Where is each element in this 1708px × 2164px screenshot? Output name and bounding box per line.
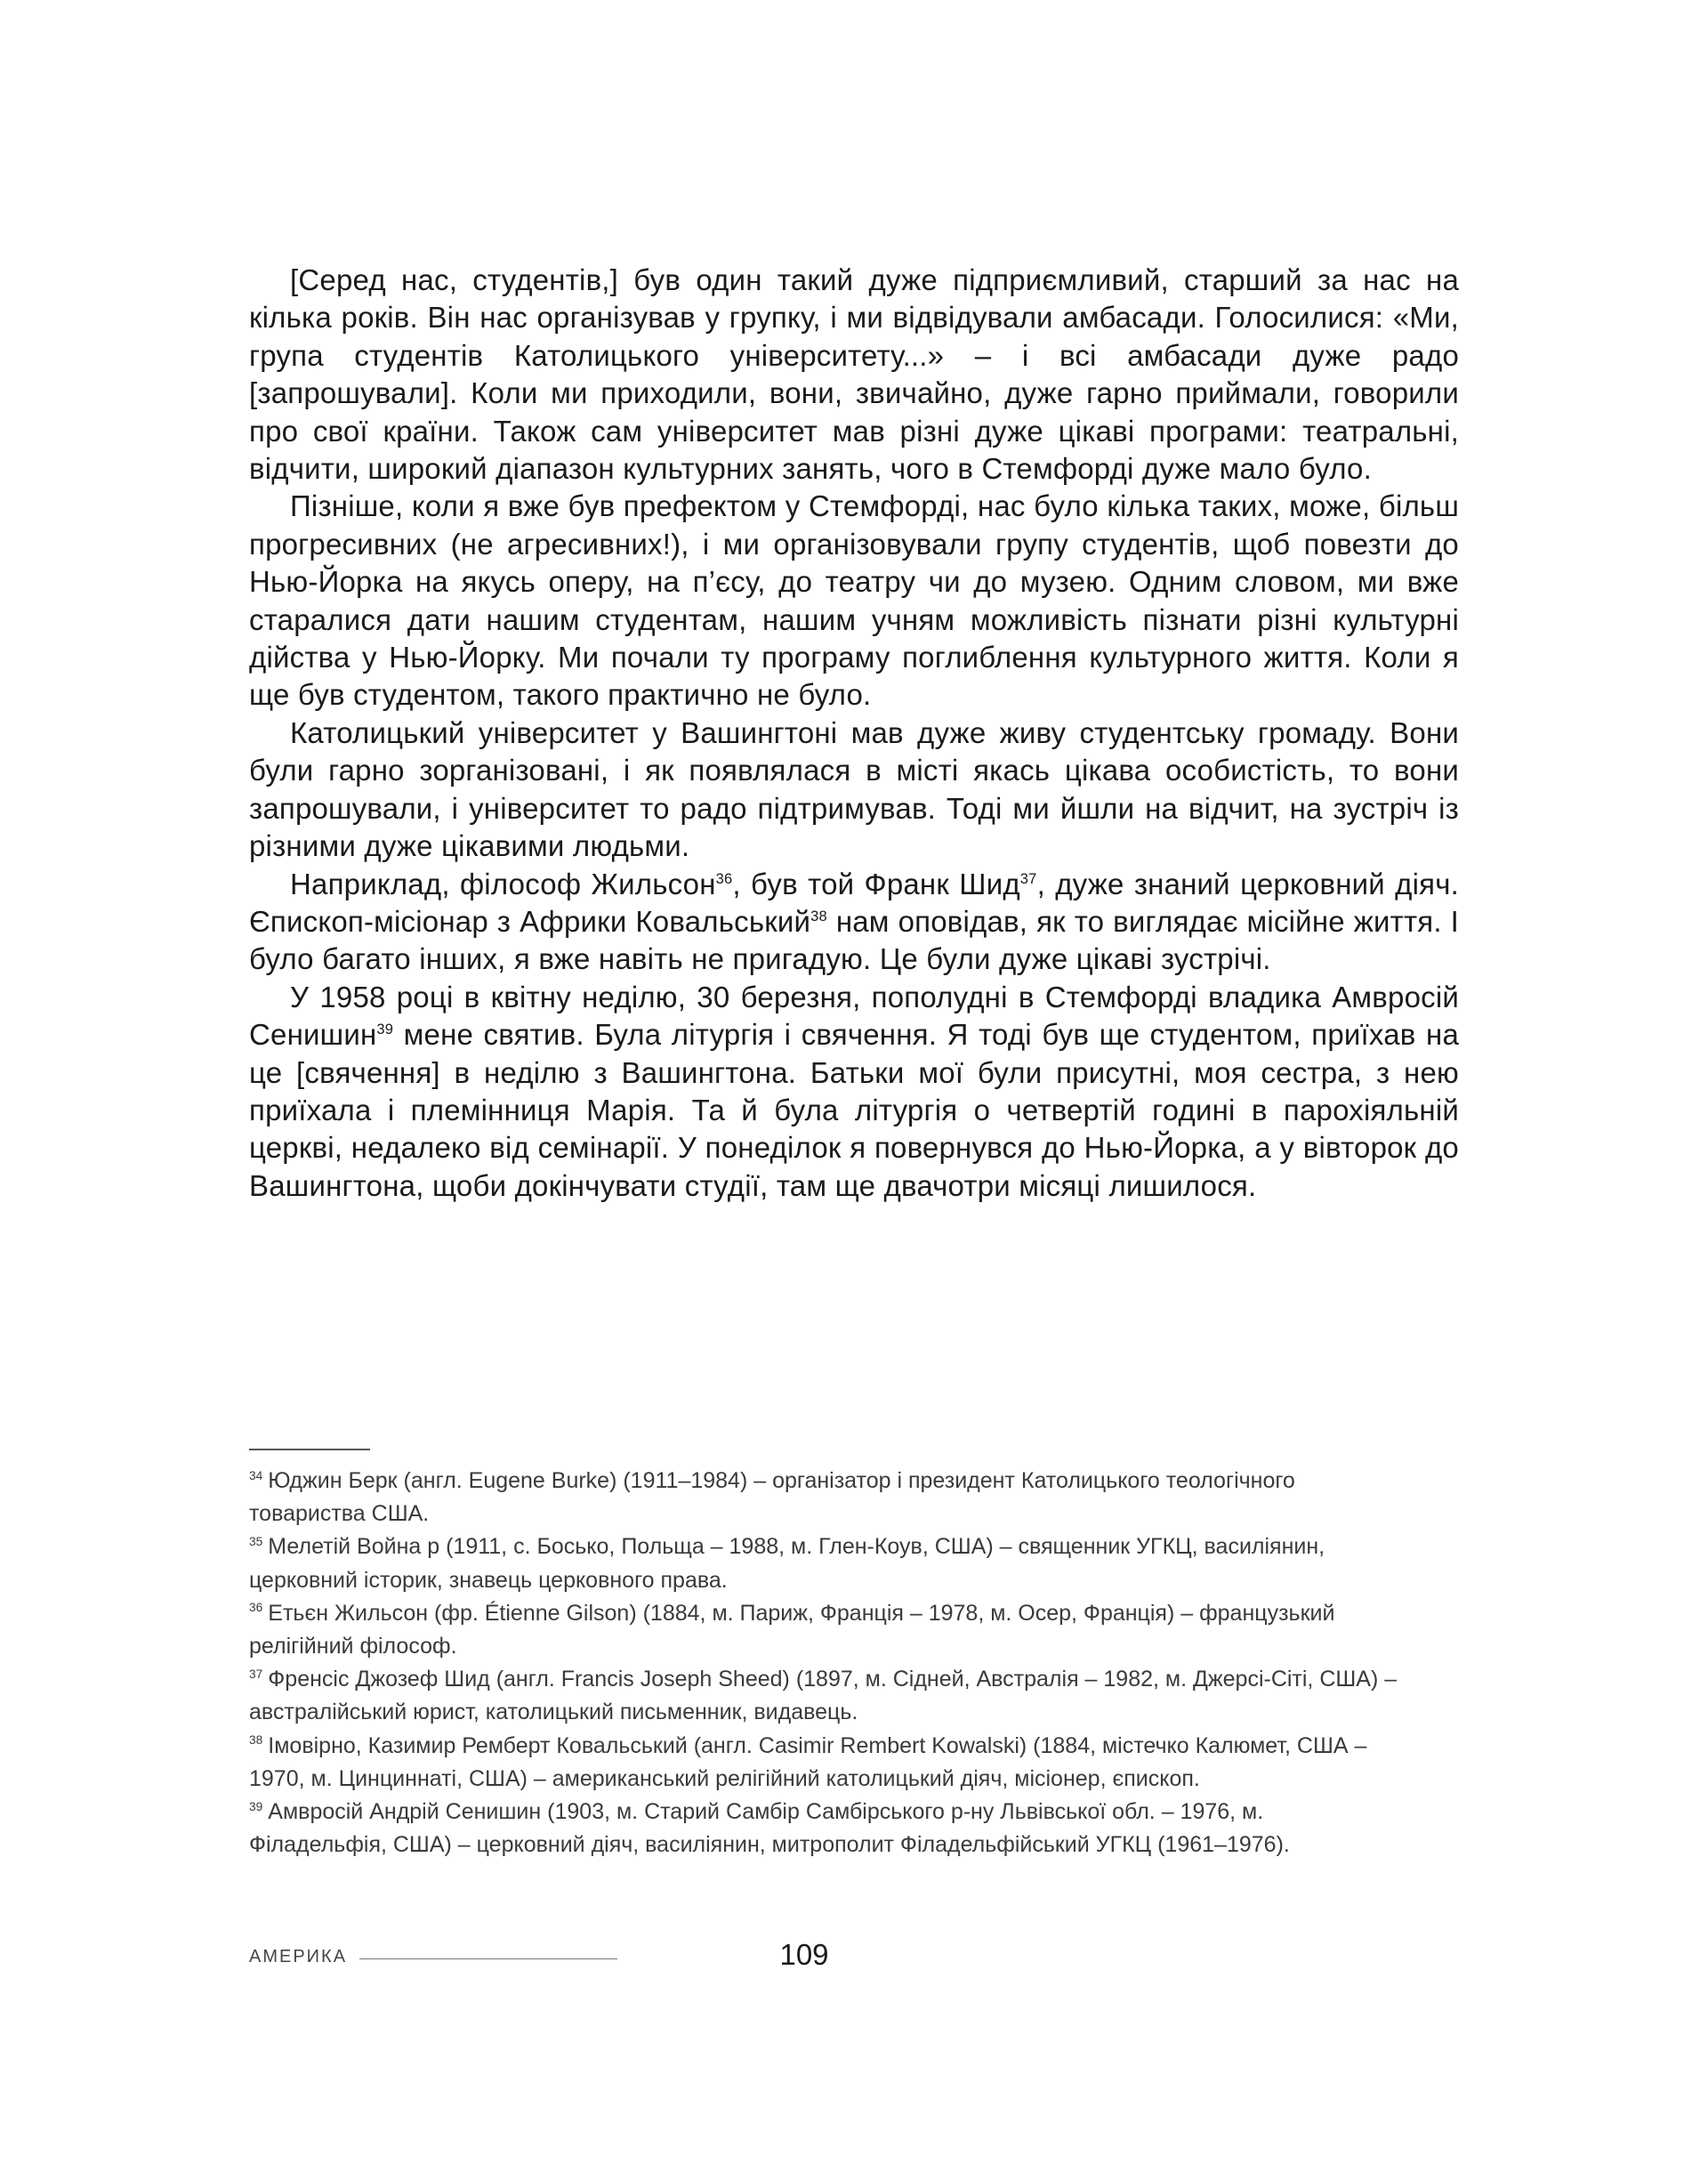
text-segment: , був той Франк Шид xyxy=(732,867,1020,900)
text-segment: нам оповідав, як то виглядає місійне життя. І було багато інших, я вже навіть не пригадую. Це були дуже цікаві зустрічі. xyxy=(249,904,1459,976)
footnotes xyxy=(249,1465,1406,1861)
footnote xyxy=(249,1530,1406,1596)
footnote-ref: 36 xyxy=(715,870,733,887)
text-segment: мене святив. Була літургія і свячення. Я тоді був ще студентом, приїхав на це [свячення] в неділю з Вашингтона. Батьки мої були присутні, моя сестра, з нею приїхала і племінниця Марія. Та й була літургія о четвертій годині в парохіяльній церкві, недалеко від семінарії. У понеділок я повернувся до Нью-Йорка, а у вівторок до Вашингтона, щоби докінчувати студії, там ще двачотри місяці лишилося. xyxy=(249,1018,1459,1202)
text-segment: Наприклад, філософ Жильсон xyxy=(290,867,716,900)
footnote-text: Амвросій Андрій Сенишин (1903, м. Старий Самбір Самбірського р-ну Львівської обл. – 1976, м. Філадельфія, США) – церковний діяч, василіянин, митрополит Філадельфійський УГКЦ (1961–1976). xyxy=(249,1799,1290,1858)
footnote-ref: 37 xyxy=(1019,870,1037,887)
footnote-text: Мелетій Война р (1911, с. Босько, Польща – 1988, м. Глен-Коув, США) – священник УГКЦ, василіянин, церковний історик, знавець церковного права. xyxy=(249,1534,1325,1593)
footnote-number: 39 xyxy=(249,1799,263,1813)
page-number: 109 xyxy=(779,1938,829,1971)
footnote-text: Імовірно, Казимир Ремберт Ковальський (англ. Casimir Rembert Kowalski) (1884, містечко Калюмет, США – 1970, м. Цинциннаті, США) – американський релігійний католицький діяч, місіонер, єпископ. xyxy=(249,1732,1367,1791)
footnote-text: Юджин Берк (англ. Eugene Burke) (1911–1984) – організатор і президент Католицького теологічного товариства США. xyxy=(249,1468,1295,1527)
footnote-number: 38 xyxy=(249,1733,263,1748)
text-segment: У 1958 році в квітну неділю, 30 березня, пополудні в Стемфорді владика Амвросій Сенишин xyxy=(249,980,1459,1052)
footnote-ref: 39 xyxy=(376,1021,394,1038)
footnote xyxy=(249,1465,1406,1530)
footnote-number: 34 xyxy=(249,1468,263,1482)
footnote-number: 36 xyxy=(249,1601,263,1615)
footnote-ref: 38 xyxy=(810,908,827,925)
paragraph: Пізніше, коли я вже був префектом у Стемфорді, нас було кілька таких, може, більш прогресивних (не агресивних!), і ми організовували групу студентів, щоб повезти до Нью-Йорка на якусь оперу, на п’єсу, до театру чи до музею. Одним словом, ми вже старалися дати нашим студентам, нашим учням можливість пізнати різні культурні дійства у Нью-Йорку. Ми почали ту програму поглиблення культурного життя. Коли я ще був студентом, такого практично не було. xyxy=(249,489,1459,712)
footnote-number: 37 xyxy=(249,1667,263,1681)
running-head: АМЕРИКА xyxy=(249,1947,348,1966)
main-text xyxy=(249,262,1459,1205)
paragraph: Католицький університет у Вашингтоні мав дуже живу студентську громаду. Вони були гарно зорганізовані, і як появлялася в місті якась цікава особистість, то вони запрошували, і університет то радо підтримував. Тоді ми йшли на відчит, на зустріч із різними дуже цікавими людьми. xyxy=(249,715,1459,863)
footnote xyxy=(249,1730,1406,1796)
paragraph: [Серед нас, студентів,] був один такий дуже підприємливий, старший за нас на кілька років. Він нас організував у групку, і ми відвідували амбасади. Голосилися: «Ми, група студентів Католицького університету...» – і всі амбасади дуже радо [запрошували]. Коли ми приходили, вони, звичайно, дуже гарно приймали, говорили про свої країни. Також сам університет мав різні дуже цікаві програми: театральні, відчити, широкий діапазон культурних занять, чого в Стемфорді дуже мало було. xyxy=(249,263,1459,486)
footnote xyxy=(249,1796,1406,1861)
footnote-text: Френсіс Джозеф Шид (англ. Francis Joseph Sheed) (1897, м. Сідней, Австралія – 1982, м. Джерсі-Сіті, США) – австралійський юрист, католицький письменник, видавець. xyxy=(249,1667,1398,1725)
footnote-divider xyxy=(249,1449,370,1450)
footnote xyxy=(249,1663,1406,1729)
paragraph xyxy=(249,979,1459,1205)
text-segment: , дуже знаний церковний діяч. Єпископ-місіонар з Африки Ковальський xyxy=(249,867,1459,938)
paragraph xyxy=(249,866,1459,979)
footnote-text: Етьєн Жильсон (фр. Étienne Gilson) (1884, м. Париж, Франція – 1978, м. Осер, Франція) – французький релігійний філософ. xyxy=(249,1600,1335,1659)
footnote xyxy=(249,1597,1406,1663)
footnote-number: 35 xyxy=(249,1535,263,1549)
running-head-rule xyxy=(359,1958,617,1959)
